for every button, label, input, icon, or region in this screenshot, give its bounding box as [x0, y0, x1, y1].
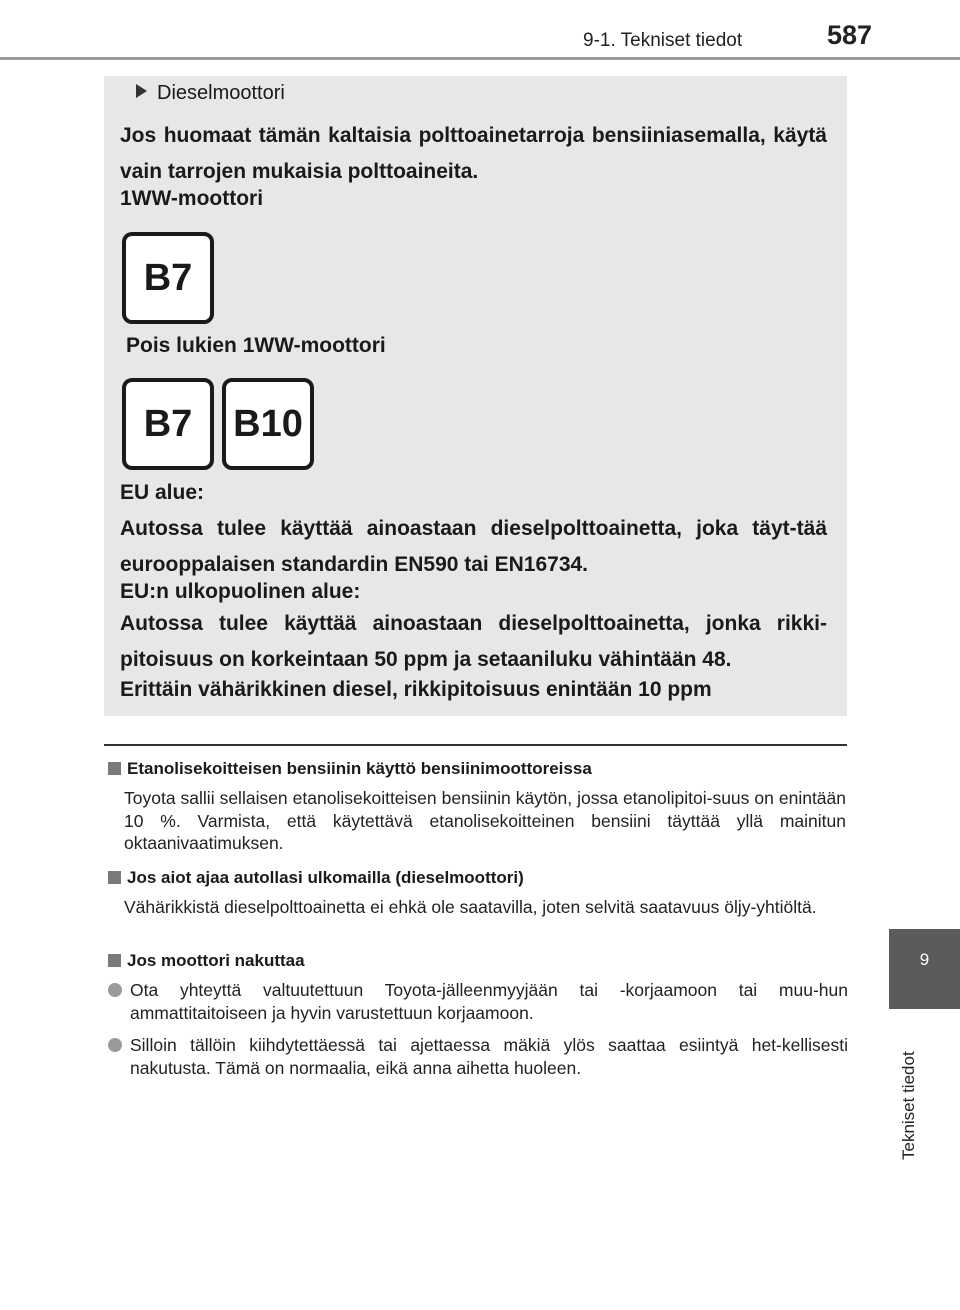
knock-title-text: Jos moottori nakuttaa: [127, 951, 305, 970]
eu-region-text: Autossa tulee käyttää ainoastaan dieselpolttoainetta, joka täyt-tää eurooppalaisen standardin EN590 tai EN16734.: [120, 517, 827, 576]
ethanol-section-text: Toyota sallii sellaisen etanolisekoitteisen bensiinin käytön, jossa etanolipitoi-suus on enintään 10 %. Varmista, että käytettävä etanolisekoitteinen bensiini täyttää yllä mainitun oktaanivaatimuksen.: [124, 788, 846, 853]
knock-item-text: Ota yhteyttä valtuutettuun Toyota-jälleenmyyjään tai -korjaamoon tai muu-hun ammattitaitoiseen ja hyvin varustettuun korjaamoon.: [130, 980, 848, 1023]
circle-bullet-icon: [108, 1038, 122, 1052]
circle-bullet-icon: [108, 983, 122, 997]
knock-section-title: [108, 951, 305, 971]
ethanol-section-title: [108, 759, 592, 779]
chapter-label: Tekniset tiedot: [899, 1051, 918, 1160]
eu-region-title: EU alue:: [120, 481, 205, 504]
non-eu-region-title: EU:n ulkopuolinen alue:: [120, 580, 361, 603]
knock-list-item: [108, 1034, 848, 1079]
ethanol-title-text: Etanolisekoitteisen bensiinin käyttö bensiinimoottoreissa: [127, 759, 592, 778]
triangle-bullet-icon: [136, 84, 147, 98]
fuel-label-b7-other: B7: [122, 378, 214, 470]
diesel-intro: Jos huomaat tämän kaltaisia polttoainetarroja bensiiniasemalla, käytä vain tarrojen mukaisia polttoaineita.: [120, 124, 827, 183]
fuel-label-b7: B7: [122, 232, 214, 324]
chapter-tab: 9: [889, 929, 960, 1009]
square-bullet-icon: [108, 954, 121, 967]
square-bullet-icon: [108, 762, 121, 775]
section-divider: [104, 744, 847, 746]
knock-item-text: Silloin tällöin kiihdytettäessä tai ajettaessa mäkiä ylös saattaa esiintyä het-kellisesti nakutusta. Tämä on normaalia, eikä anna aihetta huoleen.: [130, 1035, 848, 1078]
non-eu-region-text: Autossa tulee käyttää ainoastaan dieselpolttoainetta, jonka rikki-pitoisuus on korkeintaan 50 ppm ja setaaniluku vähintään 48.: [120, 612, 827, 671]
diesel-heading-text: Dieselmoottori: [157, 82, 285, 104]
engine-1ww-label: 1WW-moottori: [120, 187, 264, 210]
page-number: 587: [827, 20, 873, 50]
low-sulfur-note: Erittäin vähärikkinen diesel, rikkipitoisuus enintään 10 ppm: [120, 678, 712, 701]
section-title: 9-1. Tekniset tiedot: [583, 30, 743, 51]
engine-other-label: Pois lukien 1WW-moottori: [126, 334, 386, 357]
fuel-label-b10: B10: [222, 378, 314, 470]
header-divider: [0, 57, 960, 60]
abroad-title-text: Jos aiot ajaa autollasi ulkomailla (dieselmoottori): [127, 868, 524, 887]
knock-list-item: [108, 979, 848, 1024]
square-bullet-icon: [108, 871, 121, 884]
abroad-section-title: [108, 868, 524, 888]
diesel-heading: [136, 82, 285, 105]
abroad-section-text: Vähärikkistä dieselpolttoainetta ei ehkä ole saatavilla, joten selvitä saatavuus öljy-yhtiöltä.: [124, 897, 817, 917]
